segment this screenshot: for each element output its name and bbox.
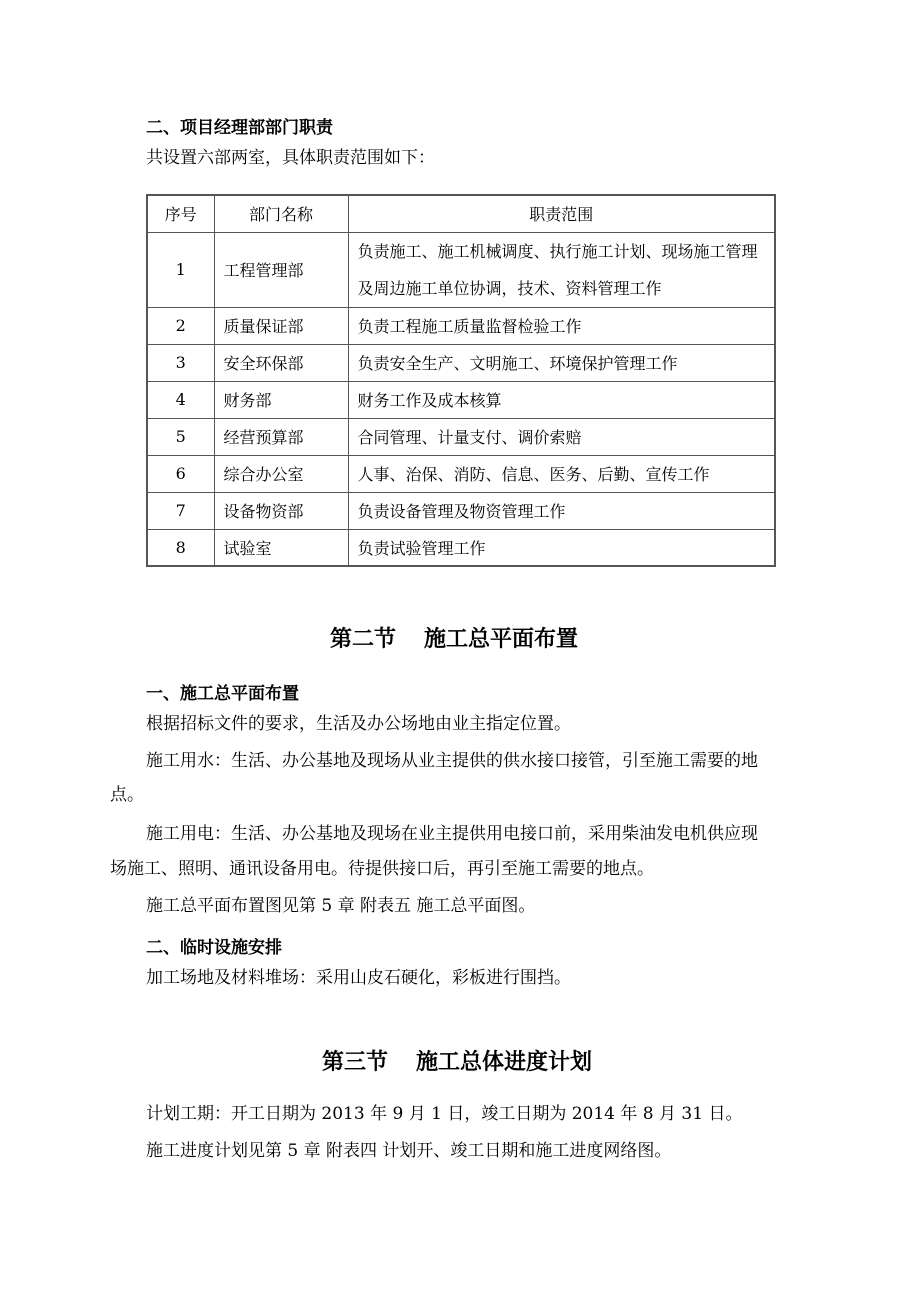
schedule-para-2: 施工进度计划见第 5 章 附表四 计划开、竣工日期和施工进度网络图。 — [146, 1141, 672, 1161]
layout-para-1: 根据招标文件的要求，生活及办公场地由业主指定位置。 — [146, 714, 571, 734]
row-dept: 安全环保部 — [214, 344, 348, 381]
table-row — [147, 529, 775, 566]
row-scope: 负责试验管理工作 — [348, 529, 775, 566]
table-row — [147, 307, 775, 344]
dept-duties-table — [146, 194, 776, 567]
row-dept: 设备物资部 — [214, 492, 348, 529]
row-dept: 工程管理部 — [214, 232, 348, 307]
row-dept: 质量保证部 — [214, 307, 348, 344]
row-dept: 试验室 — [214, 529, 348, 566]
section3-number: 第三节 — [322, 1050, 389, 1075]
section3-name: 施工总体进度计划 — [416, 1050, 593, 1075]
row-no: 5 — [147, 418, 214, 455]
table-row — [147, 418, 775, 455]
table-row — [147, 232, 775, 307]
table-row — [147, 344, 775, 381]
section3-title — [322, 1045, 592, 1076]
temp-facilities-para: 加工场地及材料堆场：采用山皮石硬化，彩板进行围挡。 — [146, 968, 571, 988]
row-no: 3 — [147, 344, 214, 381]
row-scope: 负责工程施工质量监督检验工作 — [348, 307, 775, 344]
row-scope: 负责安全生产、文明施工、环境保护管理工作 — [348, 344, 775, 381]
row-scope: 合同管理、计量支付、调价索赔 — [348, 418, 775, 455]
section2-number: 第二节 — [330, 627, 397, 652]
row-no: 7 — [147, 492, 214, 529]
layout-drawing-ref: 施工总平面布置图见第 5 章 附表五 施工总平面图。 — [146, 896, 536, 916]
row-no: 8 — [147, 529, 214, 566]
dept-duties-intro: 共设置六部两室，具体职责范围如下： — [146, 148, 435, 168]
water-para-line-1: 施工用水：生活、办公基地及现场从业主提供的供水接口接管，引至施工需要的地 — [146, 751, 758, 771]
schedule-para-1: 计划工期：开工日期为 2013 年 9 月 1 日，竣工日期为 2014 年 8 月 31 日。 — [146, 1104, 743, 1124]
row-no: 1 — [147, 232, 214, 307]
row-no: 4 — [147, 381, 214, 418]
table-row — [147, 455, 775, 492]
row-scope: 人事、治保、消防、信息、医务、后勤、宣传工作 — [348, 455, 775, 492]
row-dept: 财务部 — [214, 381, 348, 418]
table-row — [147, 492, 775, 529]
row-dept: 经营预算部 — [214, 418, 348, 455]
table-header-row — [147, 195, 775, 232]
temp-facilities-heading: 二、临时设施安排 — [146, 938, 282, 958]
section2-title — [330, 622, 578, 653]
dept-duties-heading: 二、项目经理部部门职责 — [146, 118, 333, 138]
section2-name: 施工总平面布置 — [424, 627, 579, 652]
header-no: 序号 — [147, 195, 214, 232]
table-row — [147, 381, 775, 418]
header-dept: 部门名称 — [214, 195, 348, 232]
row-no: 2 — [147, 307, 214, 344]
row-scope: 负责施工、施工机械调度、执行施工计划、现场施工管理及周边施工单位协调，技术、资料管理工作 — [348, 232, 775, 307]
row-no: 6 — [147, 455, 214, 492]
row-scope: 财务工作及成本核算 — [348, 381, 775, 418]
row-dept: 综合办公室 — [214, 455, 348, 492]
power-para-line-1: 施工用电：生活、办公基地及现场在业主提供用电接口前，采用柴油发电机供应现 — [146, 824, 758, 844]
header-scope: 职责范围 — [348, 195, 775, 232]
water-para-line-2: 点。 — [110, 785, 144, 805]
row-scope: 负责设备管理及物资管理工作 — [348, 492, 775, 529]
power-para-line-2: 场施工、照明、通讯设备用电。待提供接口后，再引至施工需要的地点。 — [110, 859, 654, 879]
layout-heading: 一、施工总平面布置 — [146, 684, 299, 704]
